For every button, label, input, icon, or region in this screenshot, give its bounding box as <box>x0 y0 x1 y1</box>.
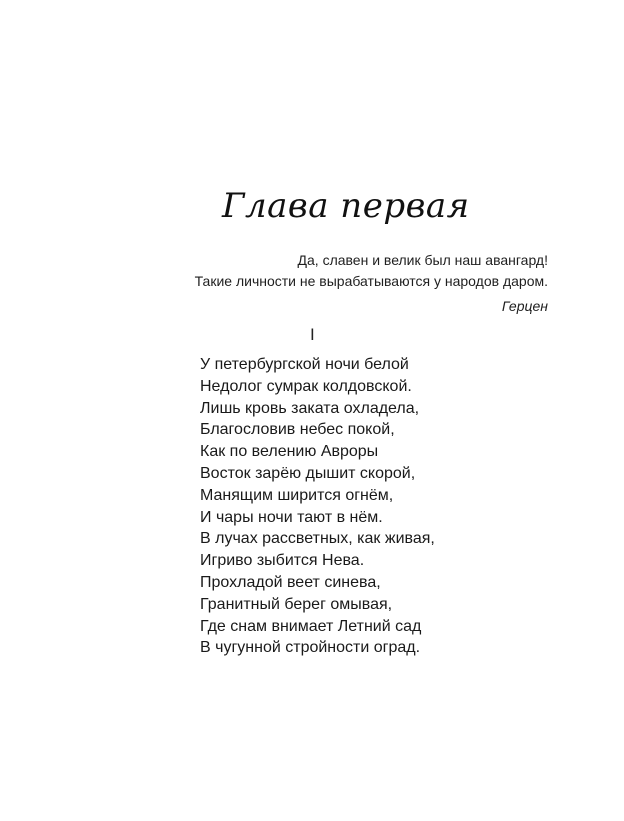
epigraph-line: Да, славен и велик был наш авангард! <box>297 252 548 268</box>
poem-line: Недолог сумрак колдовской. <box>200 377 412 395</box>
poem-line: Гранитный берег омывая, <box>200 595 393 613</box>
chapter-title: Глава первая <box>222 186 470 226</box>
poem <box>200 354 435 659</box>
poem-line: Восток зарёю дышит скорой, <box>200 464 416 482</box>
poem-line: Где снам внимает Летний сад <box>200 617 422 635</box>
epigraph-author: Герцен <box>501 298 548 314</box>
poem-line: В чугунной стройности оград. <box>200 639 421 657</box>
poem-line: Манящим ширится огнём, <box>200 486 394 504</box>
epigraph-line: Такие личности не вырабатываются у народов даром. <box>194 273 548 289</box>
poem-line: У петербургской ночи белой <box>200 356 409 373</box>
poem-line: Лишь кровь заката охладела, <box>200 399 420 417</box>
section-number: I <box>310 325 315 344</box>
poem-line: Как по велению Авроры <box>200 443 379 461</box>
poem-line: И чары ночи тают в нём. <box>200 508 383 526</box>
epigraph <box>195 250 548 317</box>
poem-line: Игриво зыбится Нева. <box>200 552 365 570</box>
poem-line: Благословив небес покой, <box>200 421 395 439</box>
poem-line: В лучах рассветных, как живая, <box>200 530 435 548</box>
poem-line: Прохладой веет синева, <box>200 573 381 591</box>
